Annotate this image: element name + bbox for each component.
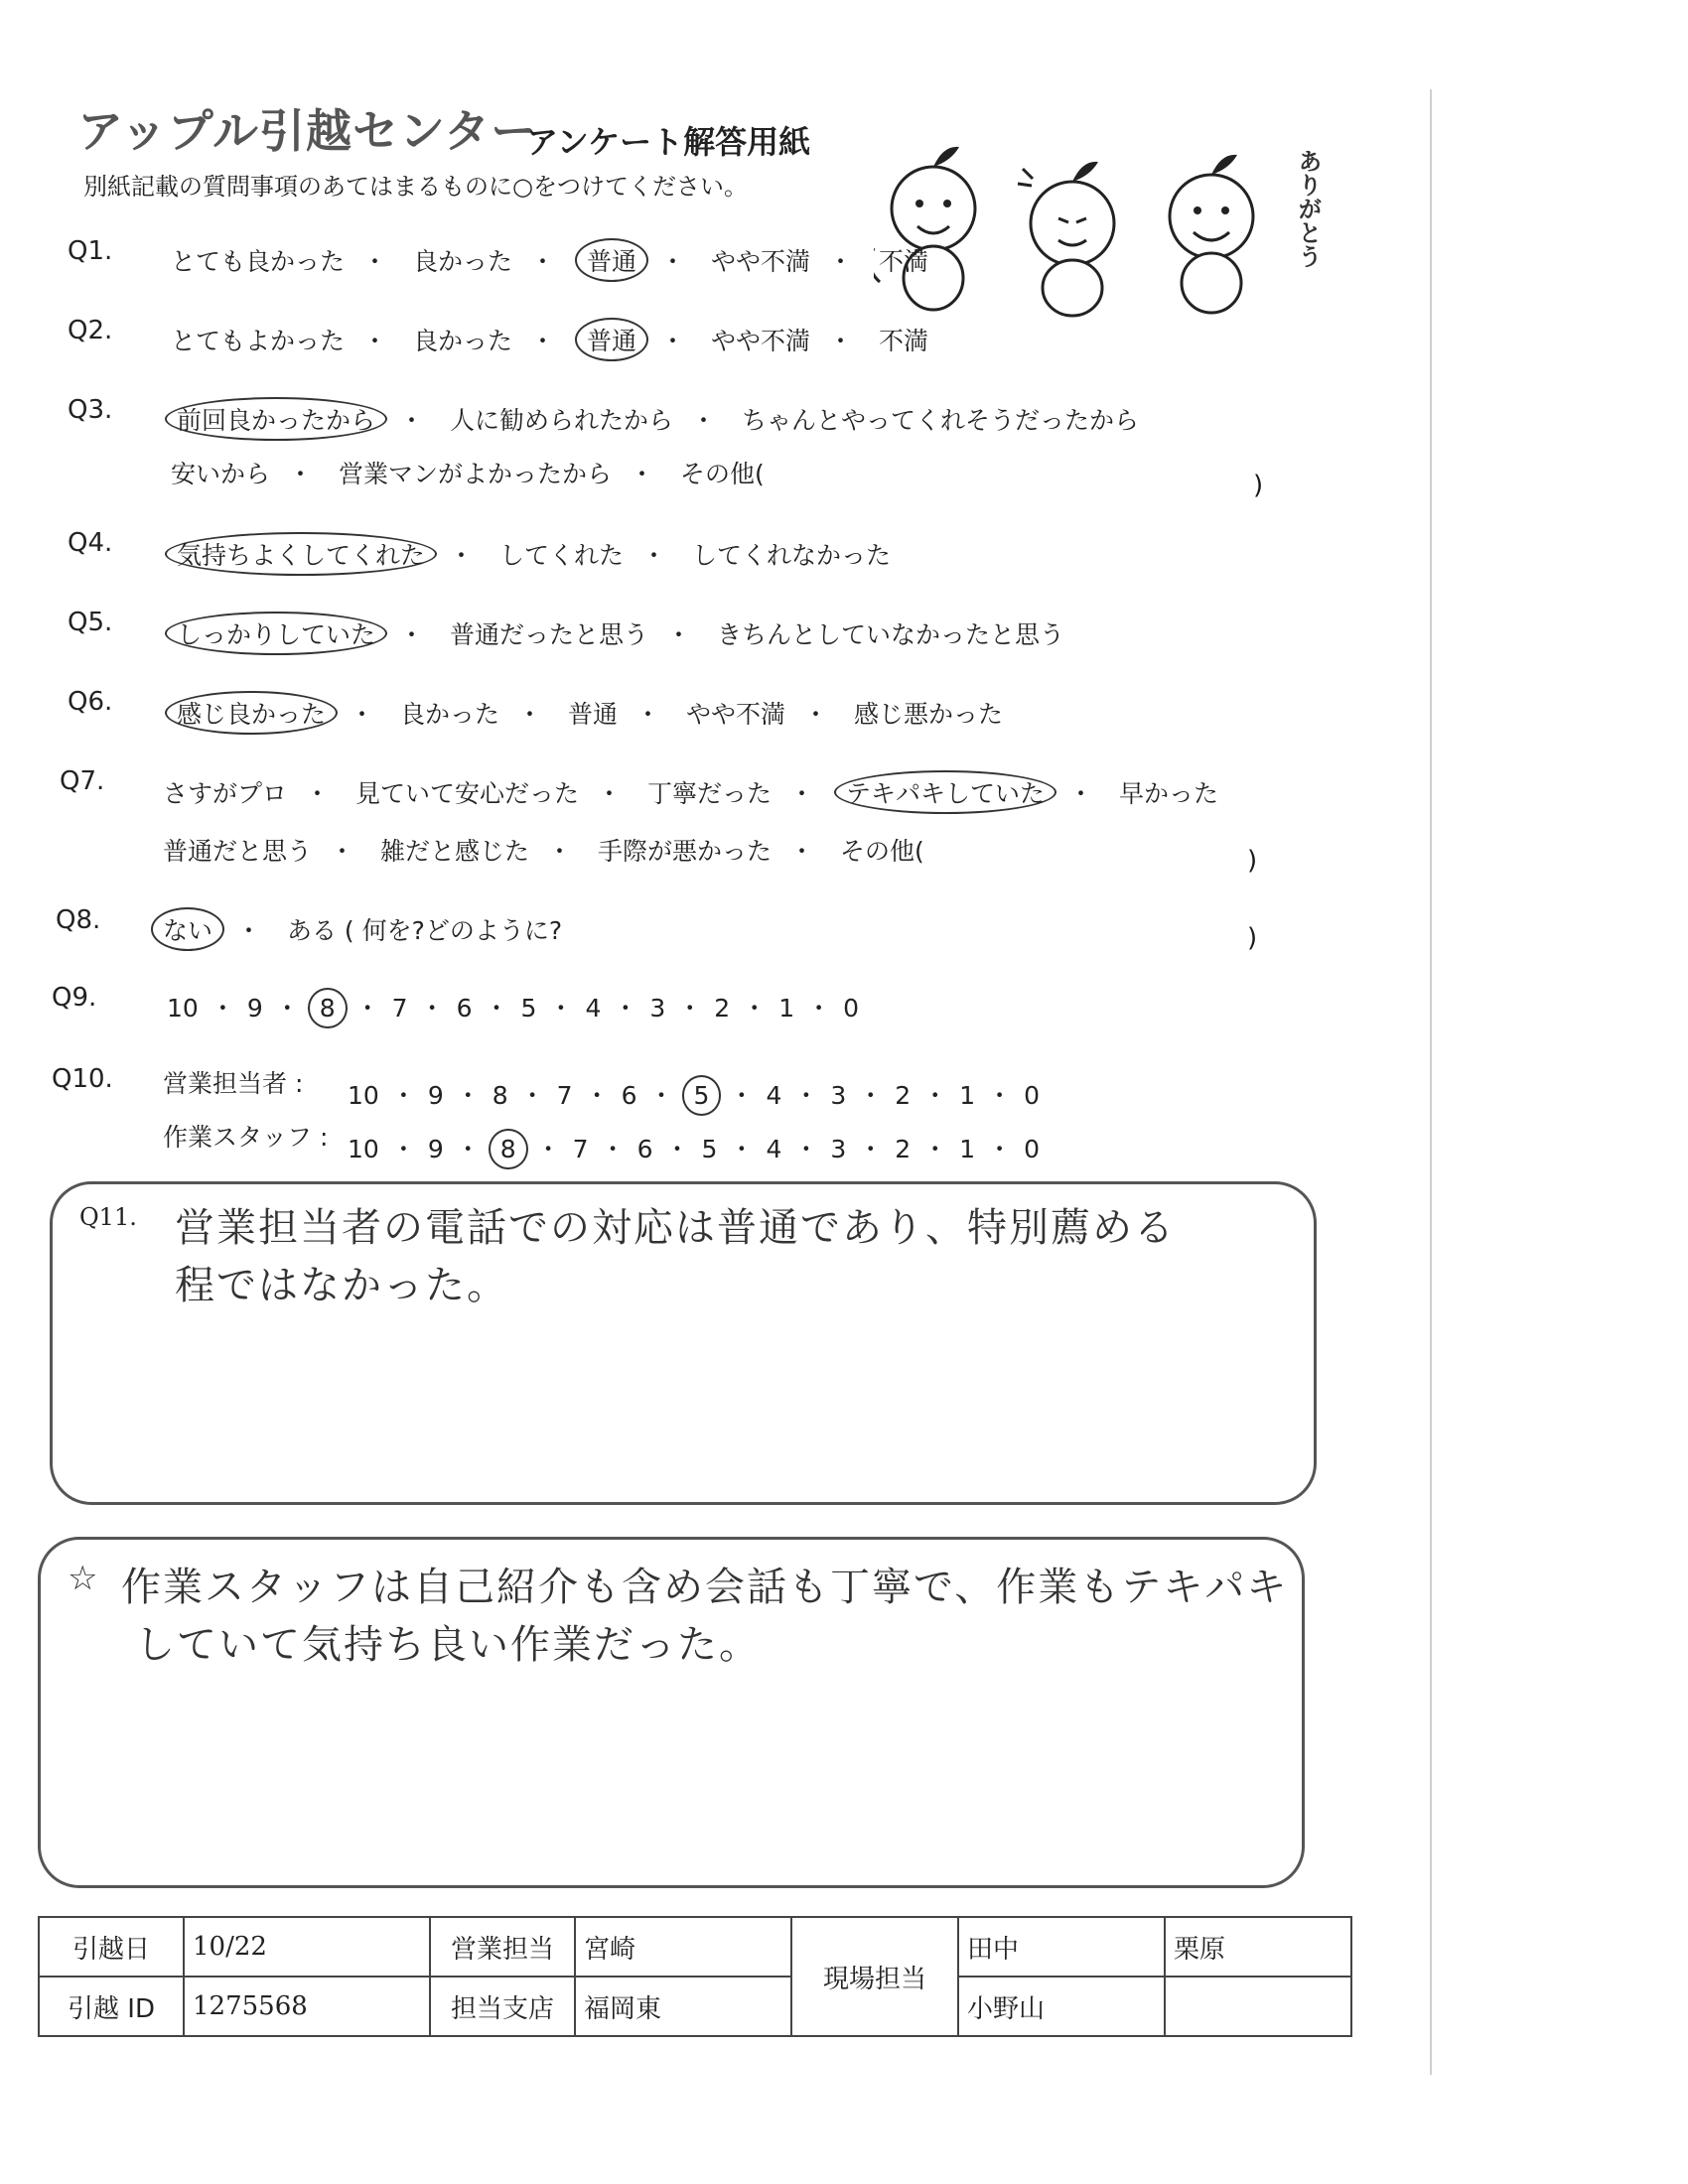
q7-close-paren: ) <box>1247 846 1258 876</box>
q10-staff-scale-value[interactable]: 4 <box>766 1135 782 1163</box>
q10-staff-scale <box>348 1130 1040 1165</box>
q10-staff-scale-value[interactable]: 1 <box>959 1135 976 1163</box>
q1-option[interactable]: やや不満 <box>710 247 810 276</box>
q7-option[interactable]: 手際が悪かった <box>597 837 772 866</box>
q6-option-selected[interactable]: 感じ良かった <box>165 691 338 735</box>
q8-options: ない ・ ある ( 何を?どのように? <box>157 911 562 947</box>
scale-separator: ・ <box>677 994 703 1023</box>
q7-option[interactable]: 丁寧だった <box>646 779 772 808</box>
q4-option[interactable]: してくれなかった <box>691 541 891 570</box>
q1-option[interactable]: とても良かった <box>171 247 346 276</box>
scale-separator: ・ <box>419 994 445 1023</box>
q9-label: Q9. <box>52 983 97 1013</box>
scale-separator: ・ <box>210 994 235 1023</box>
q10-sales-name: 営業担当者 : <box>163 1069 304 1098</box>
q7-options: さすがプロ ・ 見ていて安心だった ・ 丁寧だった ・ テキパキしていた ・ 早かった <box>163 774 1218 810</box>
branch-label: 担当支店 <box>430 1977 575 2036</box>
scale-separator: ・ <box>455 1135 481 1163</box>
comment-line2: していて気持ち良い作業だった。 <box>135 1622 761 1668</box>
q10-label: Q10. <box>52 1064 113 1094</box>
q10-staff-scale-value[interactable]: 5 <box>701 1135 718 1163</box>
q7-option-selected[interactable]: テキパキしていた <box>834 770 1056 814</box>
q3-label: Q3. <box>68 395 113 425</box>
q10-sales-scale-value[interactable]: 8 <box>492 1081 508 1110</box>
q10-sales-scale-value[interactable]: 7 <box>556 1081 573 1110</box>
site-staff-1[interactable]: 田中 <box>958 1917 1165 1977</box>
scale-separator: ・ <box>354 994 380 1023</box>
q3-option-other[interactable]: その他( <box>679 460 765 488</box>
q11-answer-line1: 営業担当者の電話での対応は普通であり、特別薦める <box>175 1205 1176 1251</box>
q2-option-selected[interactable]: 普通 <box>575 318 648 361</box>
q5-options: しっかりしていた ・ 普通だったと思う ・ きちんとしていなかったと思う <box>171 615 1064 651</box>
q10-sales-scale-value[interactable]: 3 <box>830 1081 847 1110</box>
q10-staff-scale-value[interactable]: 7 <box>572 1135 589 1163</box>
q8-close-paren: ) <box>1247 923 1258 953</box>
scale-separator: ・ <box>584 1081 610 1110</box>
scale-separator: ・ <box>729 1135 755 1163</box>
scale-separator: ・ <box>987 1135 1013 1163</box>
site-label: 現場担当 <box>791 1917 958 2036</box>
scale-separator: ・ <box>535 1135 561 1163</box>
scale-separator: ・ <box>484 994 509 1023</box>
site-staff-empty[interactable] <box>1165 1977 1351 2036</box>
scale-separator: ・ <box>858 1081 884 1110</box>
q2-option[interactable]: やや不満 <box>710 327 810 355</box>
q8-option[interactable]: ある ( 何を?どのように? <box>286 916 563 945</box>
scale-separator: ・ <box>390 1135 416 1163</box>
scale-separator: ・ <box>806 994 832 1023</box>
scale-separator: ・ <box>664 1135 690 1163</box>
q3-option[interactable]: 人に勧められたから <box>449 406 673 435</box>
scale-separator: ・ <box>987 1081 1013 1110</box>
move-id-label: 引越 ID <box>39 1977 184 2036</box>
instruction-text: 別紙記載の質問事項のあてはまるものに○をつけてください。 <box>83 173 748 201</box>
branch-value[interactable]: 福岡東 <box>575 1977 791 2036</box>
q10-sales-scale-value[interactable]: 1 <box>959 1081 976 1110</box>
scale-separator: ・ <box>648 1081 674 1110</box>
q4-label: Q4. <box>68 528 113 558</box>
q5-option[interactable]: 普通だったと思う <box>449 620 648 649</box>
q4-option-selected[interactable]: 気持ちよくしてくれた <box>165 532 437 576</box>
q7-option[interactable]: 雑だと感じた <box>379 837 529 866</box>
q3-options: 前回良かったから ・ 人に勧められたから ・ ちゃんとやってくれそうだったから <box>171 401 1139 437</box>
q10-staff-scale-value[interactable]: 0 <box>1024 1135 1041 1163</box>
q4-option[interactable]: してくれた <box>498 541 624 570</box>
q1-label: Q1. <box>68 236 113 266</box>
q10-sales-scale-value-selected[interactable]: 5 <box>682 1075 722 1116</box>
q7-option-other[interactable]: その他( <box>839 837 924 866</box>
q10-sales-scale <box>348 1076 1040 1112</box>
q2-options: とてもよかった ・ 良かった ・ 普通 ・ やや不満 ・ 不満 <box>171 322 928 357</box>
q5-option-selected[interactable]: しっかりしていた <box>165 612 387 655</box>
q3-option-selected[interactable]: 前回良かったから <box>165 397 387 441</box>
q11-label: Q11. <box>79 1203 137 1231</box>
q2-option[interactable]: 不満 <box>878 327 928 355</box>
form-subtitle: アンケート解答用紙 <box>526 123 811 161</box>
move-info-table <box>38 1916 1352 2037</box>
q10-sales-scale-value[interactable]: 6 <box>621 1081 637 1110</box>
scale-separator: ・ <box>922 1081 948 1110</box>
scale-separator: ・ <box>793 1081 819 1110</box>
scale-separator: ・ <box>613 994 638 1023</box>
sales-label: 営業担当 <box>430 1917 575 1977</box>
scale-separator: ・ <box>548 994 574 1023</box>
q11-answer-line2: 程ではなかった。 <box>175 1263 508 1308</box>
move-date-label: 引越日 <box>39 1917 184 1977</box>
q5-option[interactable]: きちんとしていなかったと思う <box>716 620 1064 649</box>
q3-option[interactable]: ちゃんとやってくれそうだったから <box>741 406 1139 435</box>
q9-scale-value[interactable]: 3 <box>649 994 666 1023</box>
q9-scale-value[interactable]: 4 <box>585 994 602 1023</box>
q9-scale-value[interactable]: 9 <box>246 994 263 1023</box>
q10-sales-scale-value[interactable]: 2 <box>895 1081 912 1110</box>
q7-option[interactable]: 見ていて安心だった <box>354 779 579 808</box>
q7-label: Q7. <box>60 766 105 796</box>
q10-sales-scale-value[interactable]: 0 <box>1024 1081 1041 1110</box>
q7-option[interactable]: 普通だと思う <box>163 837 313 866</box>
q9-scale-value[interactable]: 7 <box>391 994 408 1023</box>
page-edge <box>1430 89 1432 2075</box>
q1-option[interactable]: 良かった <box>412 247 512 276</box>
q9-scale-value[interactable]: 10 <box>167 994 199 1023</box>
q10-sales-scale-value[interactable]: 4 <box>766 1081 782 1110</box>
q6-label: Q6. <box>68 687 113 717</box>
q8-option-selected[interactable]: ない <box>151 907 224 951</box>
scale-separator: ・ <box>922 1135 948 1163</box>
q9-scale-value-selected[interactable]: 8 <box>308 988 348 1028</box>
scale-separator: ・ <box>274 994 300 1023</box>
q8-label: Q8. <box>56 905 101 935</box>
q3-options-row2: 安いから ・ 営業マンがよかったから ・ その他( <box>171 455 765 490</box>
q3-option[interactable]: 安いから <box>171 460 271 488</box>
scale-separator: ・ <box>455 1081 481 1110</box>
monkey-mascots-illustration <box>874 129 1291 318</box>
q10-staff-scale-value[interactable]: 6 <box>636 1135 653 1163</box>
thanks-text: ありがとう <box>1294 149 1322 268</box>
q10-staff-scale-value[interactable]: 3 <box>830 1135 847 1163</box>
q7-option[interactable]: さすがプロ <box>163 779 288 808</box>
q7-options-row2: 普通だと思う ・ 雑だと感じた ・ 手際が悪かった ・ その他( <box>163 832 924 868</box>
q9-scale-value[interactable]: 5 <box>520 994 537 1023</box>
q4-options: 気持ちよくしてくれた ・ してくれた ・ してくれなかった <box>171 536 891 572</box>
q6-option[interactable]: 普通 <box>567 700 618 729</box>
q10-staff-name: 作業スタッフ : <box>163 1123 329 1152</box>
q10-staff-scale-value[interactable]: 2 <box>895 1135 912 1163</box>
q6-option[interactable]: 良かった <box>399 700 499 729</box>
q1-option[interactable]: 不満 <box>878 247 928 276</box>
scale-separator: ・ <box>742 994 768 1023</box>
q10-staff-scale-value-selected[interactable]: 8 <box>489 1129 528 1169</box>
move-id-value[interactable]: 1275568 <box>184 1977 430 2036</box>
q10-sales-scale-value[interactable]: 10 <box>348 1081 379 1110</box>
q6-option[interactable]: 感じ悪かった <box>853 700 1003 729</box>
star-mark: ☆ <box>68 1559 98 1598</box>
site-staff-3[interactable]: 小野山 <box>958 1977 1165 2036</box>
sales-value[interactable]: 宮崎 <box>575 1917 791 1977</box>
q10-sales-scale-value[interactable]: 9 <box>427 1081 444 1110</box>
scale-separator: ・ <box>729 1081 755 1110</box>
q2-option[interactable]: とてもよかった <box>171 327 346 355</box>
q9-scale-value[interactable]: 2 <box>714 994 731 1023</box>
move-date-value[interactable]: 10/22 <box>184 1917 430 1977</box>
site-staff-2[interactable]: 栗原 <box>1165 1917 1351 1977</box>
q7-option[interactable]: 早かった <box>1118 779 1218 808</box>
scale-separator: ・ <box>519 1081 545 1110</box>
q5-label: Q5. <box>68 608 113 637</box>
q9-scale-value[interactable]: 1 <box>778 994 795 1023</box>
q2-label: Q2. <box>68 316 113 345</box>
q2-option[interactable]: 良かった <box>412 327 512 355</box>
q9-scale-value[interactable]: 0 <box>843 994 860 1023</box>
q10-staff-scale-value[interactable]: 9 <box>427 1135 444 1163</box>
q9-scale-value[interactable]: 6 <box>456 994 473 1023</box>
q9-scale <box>167 989 859 1024</box>
company-title: アップル引越センター <box>77 104 538 158</box>
q1-option-selected[interactable]: 普通 <box>575 238 648 282</box>
scale-separator: ・ <box>390 1081 416 1110</box>
scale-separator: ・ <box>793 1135 819 1163</box>
q6-option[interactable]: やや不満 <box>685 700 785 729</box>
q3-close-paren: ) <box>1253 471 1264 500</box>
q6-options: 感じ良かった ・ 良かった ・ 普通 ・ やや不満 ・ 感じ悪かった <box>171 695 1003 731</box>
q3-option[interactable]: 営業マンがよかったから <box>338 460 612 488</box>
scale-separator: ・ <box>858 1135 884 1163</box>
q10-staff-scale-value[interactable]: 10 <box>348 1135 379 1163</box>
comment-line1: 作業スタッフは自己紹介も含め会話も丁寧で、作業もテキパキ <box>121 1565 1289 1610</box>
scale-separator: ・ <box>600 1135 626 1163</box>
q1-options: とても良かった ・ 良かった ・ 普通 ・ やや不満 ・ 不満 <box>171 242 928 278</box>
